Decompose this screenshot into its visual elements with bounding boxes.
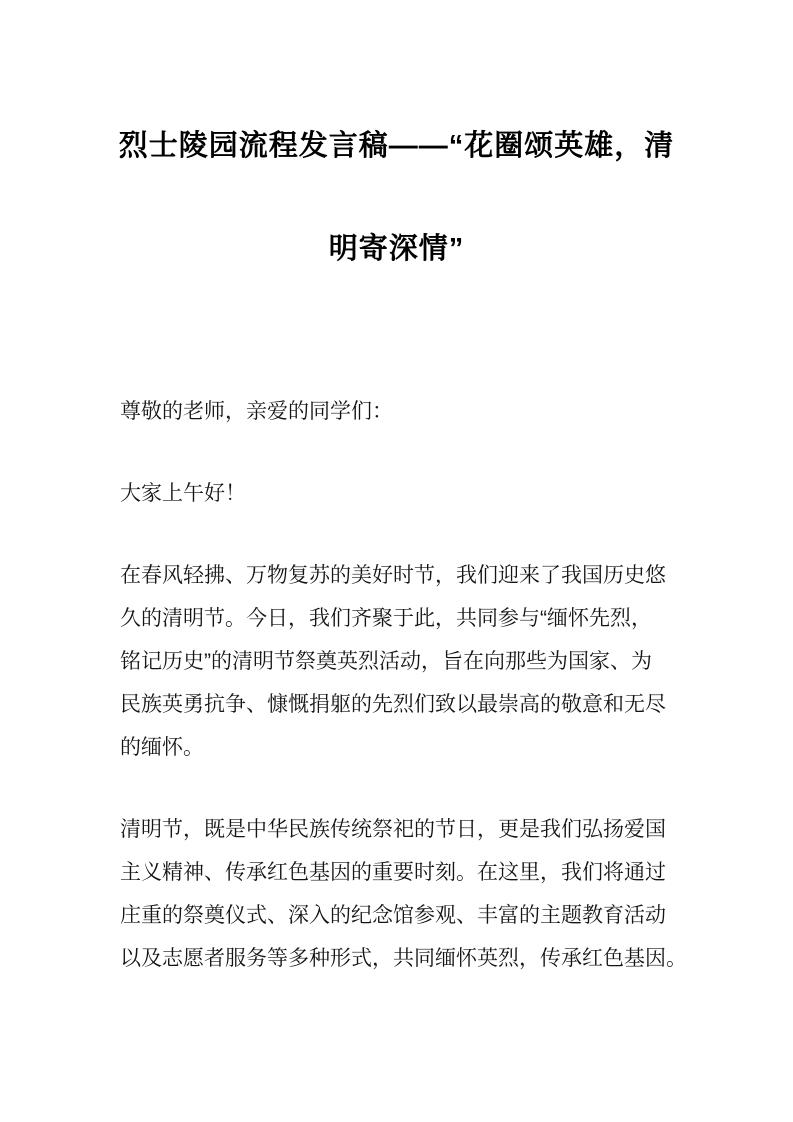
text-line: 的缅怀。 [120, 736, 204, 759]
title-line-2: 明寄深情” [328, 233, 465, 265]
text-line: 以及志愿者服务等多种形式，共同缅怀英烈，传承红色基因。 [120, 947, 687, 970]
text-line: 民族英勇抗争、慷慨捐躯的先烈们致以最崇高的敬意和无尽 [120, 693, 666, 716]
text-line: 主义精神、传承红色基因的重要时刻。在这里，我们将通过 [120, 861, 666, 884]
text-line: 庄重的祭奠仪式、深入的纪念馆参观、丰富的主题教育活动 [120, 904, 666, 927]
paragraph-significance [120, 808, 687, 980]
text-line: 铭记历史”的清明节祭奠英烈活动，旨在向那些为国家、为 [120, 650, 652, 673]
text-line: 大家上午好！ [120, 482, 246, 505]
text-line: 久的清明节。今日，我们齐聚于此，共同参与“缅怀先烈， [120, 607, 652, 630]
paragraph-salutation [120, 390, 680, 433]
text-line: 清明节，既是中华民族传统祭祀的节日，更是我们弘扬爱国 [120, 818, 666, 841]
paragraph-opening [120, 554, 680, 769]
title-line-1: 烈士陵园流程发言稿——“花圈颂英雄，清 [118, 130, 675, 162]
text-line: 尊敬的老师，亲爱的同学们： [120, 400, 393, 423]
document-body [120, 390, 687, 1019]
paragraph-greeting [120, 472, 680, 515]
document-title [0, 95, 793, 301]
text-line: 在春风轻拂、万物复苏的美好时节，我们迎来了我国历史悠 [120, 564, 666, 587]
